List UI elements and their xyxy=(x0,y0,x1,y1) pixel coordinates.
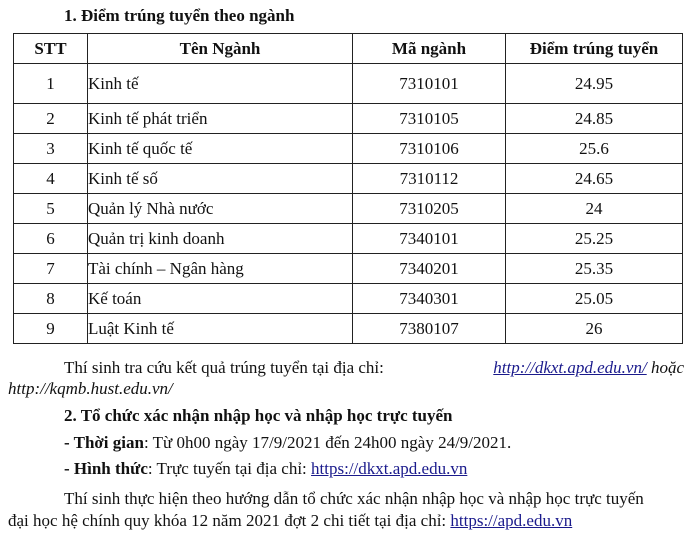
header-admission-score: Điểm trúng tuyển xyxy=(506,34,683,64)
header-stt: STT xyxy=(14,34,88,64)
row-score: 26 xyxy=(506,314,683,344)
row-major-code: 7310205 xyxy=(353,194,506,224)
time-label: - Thời gian xyxy=(64,433,144,452)
time-line xyxy=(64,433,511,453)
row-score: 24.95 xyxy=(506,64,683,104)
header-major-name: Tên Ngành xyxy=(88,34,353,64)
row-major-code: 7310106 xyxy=(353,134,506,164)
row-stt: 5 xyxy=(14,194,88,224)
lookup-paragraph-line2 xyxy=(8,379,173,399)
table-row xyxy=(14,194,683,224)
form-value: : Trực tuyến tại địa chỉ: xyxy=(147,459,312,478)
instruction-text: đại học hệ chính quy khóa 12 năm 2021 đợt 2 chi tiết tại địa chỉ: xyxy=(8,511,451,530)
table-row xyxy=(14,314,683,344)
admission-scores-table xyxy=(13,33,683,344)
row-score: 25.25 xyxy=(506,224,683,254)
row-major-name: Luật Kinh tế xyxy=(88,314,353,344)
row-score: 24 xyxy=(506,194,683,224)
instruction-line2 xyxy=(8,511,572,531)
row-score: 24.65 xyxy=(506,164,683,194)
row-stt: 4 xyxy=(14,164,88,194)
row-stt: 1 xyxy=(14,64,88,104)
row-major-code: 7310112 xyxy=(353,164,506,194)
table-row xyxy=(14,164,683,194)
section-2-heading: 2. Tổ chức xác nhận nhập học và nhập học trực tuyến xyxy=(64,406,453,425)
form-label: - Hình thức xyxy=(64,459,148,478)
row-stt: 2 xyxy=(14,104,88,134)
table-row xyxy=(14,104,683,134)
header-major-code: Mã ngành xyxy=(353,34,506,64)
row-stt: 8 xyxy=(14,284,88,314)
row-stt: 3 xyxy=(14,134,88,164)
table-header-row xyxy=(14,34,683,64)
time-value: : Từ 0h00 ngày 17/9/2021 đến 24h00 ngày 24/9/2021. xyxy=(143,433,512,452)
row-major-code: 7310101 xyxy=(353,64,506,104)
table-row xyxy=(14,224,683,254)
table-row xyxy=(14,64,683,104)
instruction-link[interactable]: https://apd.edu.vn xyxy=(450,511,573,530)
row-score: 25.6 xyxy=(506,134,683,164)
lookup-paragraph xyxy=(64,358,684,378)
form-link[interactable]: https://dkxt.apd.edu.vn xyxy=(311,459,468,478)
row-major-name: Tài chính – Ngân hàng xyxy=(88,254,353,284)
lookup-lead-text: Thí sinh tra cứu kết quả trúng tuyển tại địa chỉ: xyxy=(64,358,384,377)
lookup-link-dkxt[interactable]: http://dkxt.apd.edu.vn/ xyxy=(493,358,647,377)
lookup-connector: hoặc xyxy=(650,358,684,377)
table-row xyxy=(14,254,683,284)
row-major-name: Kế toán xyxy=(88,284,353,314)
row-major-name: Quản trị kinh doanh xyxy=(88,224,353,254)
row-major-code: 7380107 xyxy=(353,314,506,344)
table-row xyxy=(14,284,683,314)
row-score: 25.35 xyxy=(506,254,683,284)
form-line xyxy=(64,459,467,479)
lookup-link-kqmb[interactable]: http://kqmb.hust.edu.vn/ xyxy=(8,379,173,398)
row-major-name: Kinh tế số xyxy=(88,164,353,194)
instruction-line1: Thí sinh thực hiện theo hướng dẫn tổ chức xác nhận nhập học và nhập học trực tuyến xyxy=(64,489,644,508)
row-major-code: 7340201 xyxy=(353,254,506,284)
table-row xyxy=(14,134,683,164)
row-major-code: 7340101 xyxy=(353,224,506,254)
section-1-heading: 1. Điểm trúng tuyển theo ngành xyxy=(64,6,295,25)
row-major-code: 7310105 xyxy=(353,104,506,134)
row-major-name: Kinh tế quốc tế xyxy=(88,134,353,164)
row-score: 25.05 xyxy=(506,284,683,314)
row-major-name: Quản lý Nhà nước xyxy=(88,194,353,224)
row-major-name: Kinh tế phát triển xyxy=(88,104,353,134)
row-stt: 9 xyxy=(14,314,88,344)
row-major-code: 7340301 xyxy=(353,284,506,314)
row-score: 24.85 xyxy=(506,104,683,134)
row-major-name: Kinh tế xyxy=(88,64,353,104)
row-stt: 6 xyxy=(14,224,88,254)
row-stt: 7 xyxy=(14,254,88,284)
